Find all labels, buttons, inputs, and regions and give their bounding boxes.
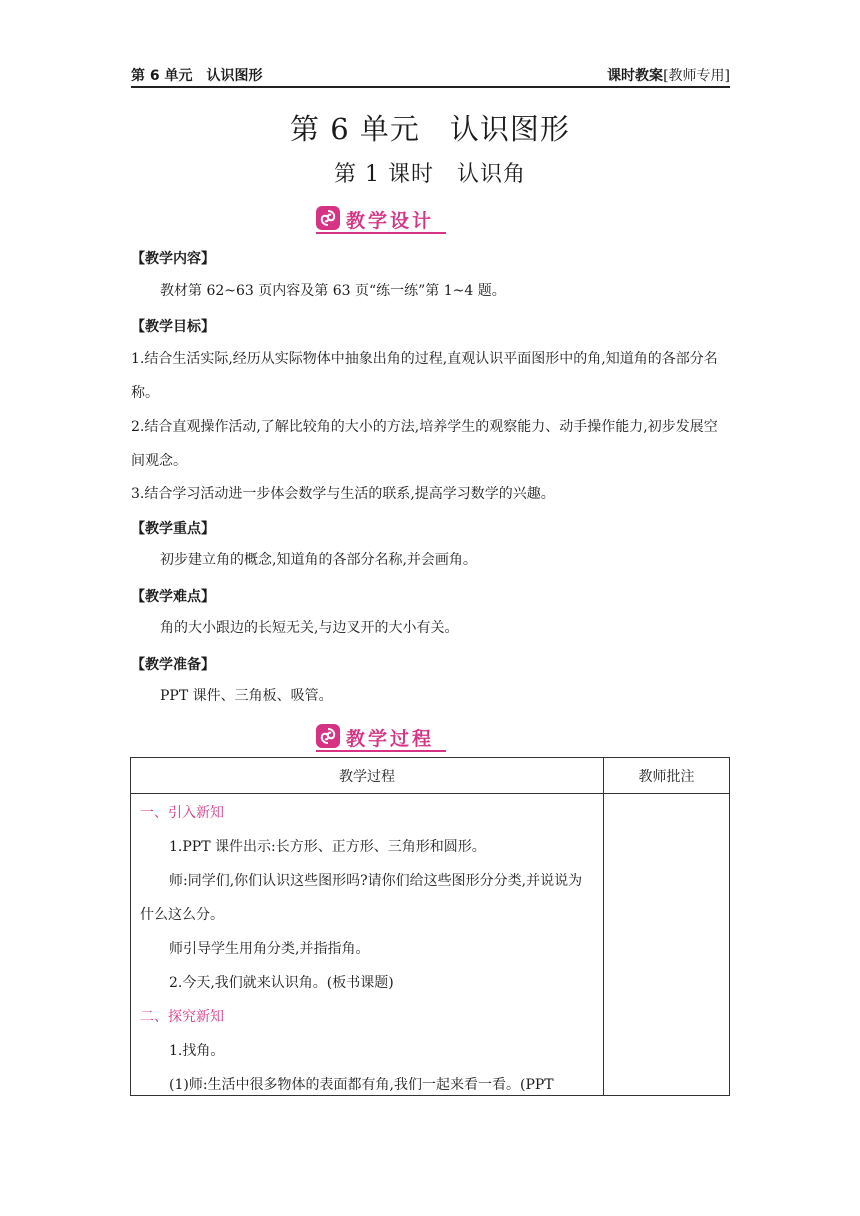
content-text: 教材第 62~63 页内容及第 63 页“练一练”第 1~4 题。	[160, 283, 506, 299]
process-line: 师:同学们,你们认识这些图形吗?请你们给这些图形分分类,并说说为什么这么分。	[140, 873, 583, 923]
process-line: 2.今天,我们就来认识角。(板书课题)	[169, 975, 394, 991]
table-column-divider	[603, 758, 604, 1095]
process-heading-explore: 二、探究新知	[140, 1009, 224, 1025]
header-doc-type-main: 课时教案	[607, 68, 664, 84]
header-unit: 第 6 单元 认识图形	[131, 68, 263, 84]
key-text: 初步建立角的概念,知道角的各部分名称,并会画角。	[160, 552, 477, 568]
swirl-icon	[316, 724, 340, 748]
banner-process-label: 教学过程	[346, 728, 435, 750]
lesson-title: 第 1 课时 认识角	[334, 162, 526, 187]
process-line: 师引导学生用角分类,并指指角。	[169, 941, 370, 957]
goal-item-1: 1.结合生活实际,经历从实际物体中抽象出角的过程,直观认识平面图形中的角,知道角的各部分名称。	[131, 351, 718, 401]
table-process-cell	[140, 796, 596, 1102]
prep-text: PPT 课件、三角板、吸管。	[160, 688, 333, 704]
key-label: 【教学重点】	[131, 521, 215, 537]
header-doc-type-sub: [教师专用]	[663, 68, 730, 84]
swirl-icon	[316, 206, 340, 230]
goal-item-3: 3.结合学习活动进一步体会数学与生活的联系,提高学习数学的兴趣。	[131, 486, 555, 502]
table-header-process: 教学过程	[339, 769, 395, 785]
process-line: 1.PPT 课件出示:长方形、正方形、三角形和圆形。	[169, 839, 486, 855]
prep-label: 【教学准备】	[131, 657, 215, 673]
content-label: 【教学内容】	[131, 251, 215, 267]
goals-label: 【教学目标】	[131, 319, 215, 335]
header-doc-type	[607, 65, 730, 85]
table-header-notes: 教师批注	[638, 769, 695, 785]
running-header	[131, 62, 730, 88]
difficult-label: 【教学难点】	[131, 589, 215, 605]
unit-title: 第 6 单元 认识图形	[290, 112, 570, 146]
difficult-text: 角的大小跟边的长短无关,与边叉开的大小有关。	[160, 620, 459, 636]
banner-design-label: 教学设计	[346, 210, 435, 232]
goal-item-2: 2.结合直观操作活动,了解比较角的大小的方法,培养学生的观察能力、动手操作能力,初步发展空间观念。	[131, 419, 718, 469]
process-table	[130, 757, 730, 1096]
process-line: 1.找角。	[169, 1043, 225, 1059]
banner-process	[316, 724, 446, 752]
banner-design	[316, 206, 446, 234]
process-line: (1)师:生活中很多物体的表面都有角,我们一起来看一看。(PPT	[169, 1077, 554, 1093]
process-heading-intro: 一、引入新知	[140, 805, 224, 821]
table-header-divider	[131, 793, 729, 794]
